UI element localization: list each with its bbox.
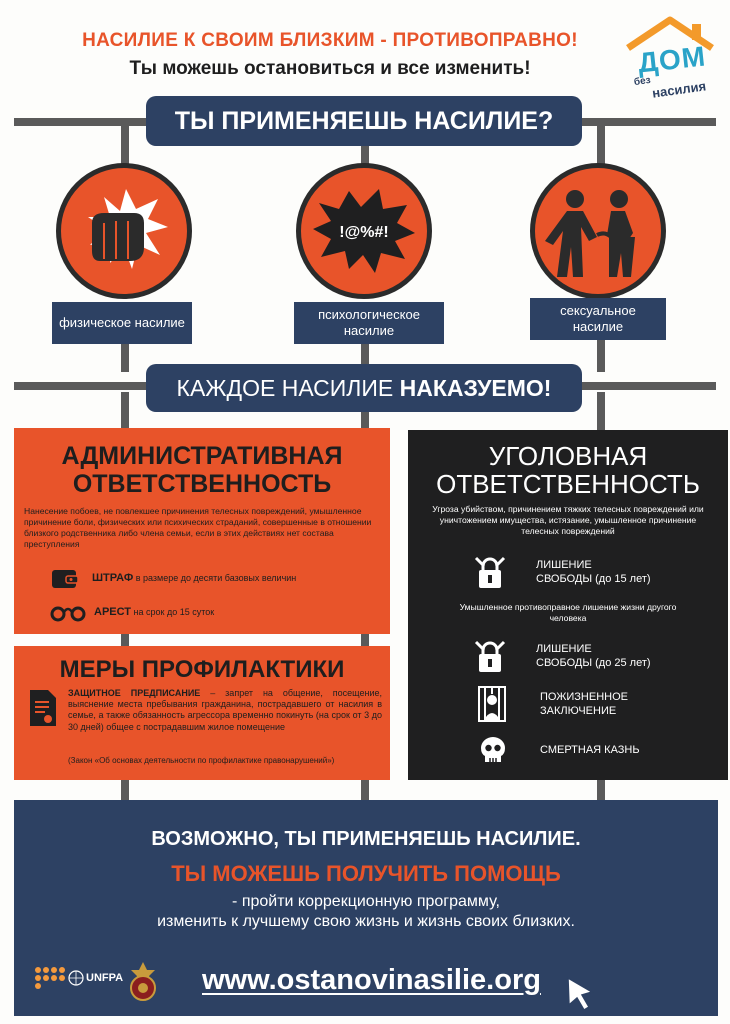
prevention-text xyxy=(68,688,382,733)
wallet-icon xyxy=(50,566,80,590)
banner-punishable-part2: НАКАЗУЕМО! xyxy=(399,374,552,401)
prevention-title: МЕРЫ ПРОФИЛАКТИКИ xyxy=(59,656,345,683)
two-people-icon xyxy=(543,181,653,281)
physical-violence-circle xyxy=(56,163,192,299)
banner-punishable xyxy=(146,364,582,412)
chain-drop-5b xyxy=(361,780,369,800)
chained-lock-icon-2 xyxy=(472,638,508,674)
fine-strong: ШТРАФ xyxy=(92,572,134,584)
penalty-4-text: СМЕРТНАЯ КАЗНЬ xyxy=(540,744,640,756)
un-emblem-icon xyxy=(68,970,84,986)
prevention-law: (Закон «Об основах деятельности по профилактике правонарушений») xyxy=(68,756,335,765)
fine-rest: в размере до десяти базовых величин xyxy=(133,573,297,583)
fine-text xyxy=(92,572,296,584)
psychological-violence-label: психологическое насилие xyxy=(318,307,420,338)
physical-violence-label: физическое насилие xyxy=(59,315,185,330)
chained-lock-icon xyxy=(472,554,508,590)
prevention-panel xyxy=(14,646,390,780)
psychological-violence-circle xyxy=(296,163,432,299)
handcuffs-icon xyxy=(50,600,86,624)
arrest-text xyxy=(94,606,214,618)
admin-description: Нанесение побоев, не повлекшее причинения телесных повреждений, умышленное причинение боли, физических или психических страданий, совершенные в отношении близкого родственника либо члена семьи, если в этих действиях нет состава преступления xyxy=(24,506,372,549)
chain-drop-2b xyxy=(361,344,369,364)
website-link[interactable]: www.ostanovinasilie.org xyxy=(202,964,541,996)
dom-bez-nasiliya-logo xyxy=(622,14,718,106)
unfpa-dots-icon xyxy=(34,966,66,990)
unfpa-logo xyxy=(34,966,123,990)
psychological-violence-tag xyxy=(294,302,444,344)
sexual-violence-circle xyxy=(530,163,666,299)
headline-primary: НАСИЛИЕ К СВОИМ БЛИЗКИМ - ПРОТИВОПРАВНО! xyxy=(82,30,578,51)
sexual-violence-label: сексуальное насилие xyxy=(560,303,636,334)
footer-line4: изменить к лучшему свою жизнь и жизнь своих близких. xyxy=(157,913,575,930)
footer-line1: ВОЗМОЖНО, ТЫ ПРИМЕНЯЕШЬ НАСИЛИЕ. xyxy=(151,828,581,850)
skull-icon xyxy=(480,736,506,764)
penalty-3-line1: ПОЖИЗНЕННОЕ xyxy=(540,691,628,703)
sexual-violence-tag xyxy=(530,298,666,340)
chain-drop-3a xyxy=(121,392,129,430)
logo-word-bez: без xyxy=(633,74,652,89)
banner-punishable-part1: КАЖДОЕ НАСИЛИЕ xyxy=(176,374,400,401)
penalty-3-row xyxy=(478,686,628,722)
administrative-panel xyxy=(14,428,390,634)
penalty-1-text xyxy=(536,558,651,586)
footer-line3: - пройти коррекционную программу, xyxy=(232,893,500,910)
unfpa-label: UNFPA xyxy=(86,972,124,984)
chain-drop-5c xyxy=(597,780,605,800)
criminal-title-1: УГОЛОВНАЯ xyxy=(488,441,648,471)
ministry-emblem-icon xyxy=(126,960,160,1004)
logo-word-nasiliya: насилия xyxy=(651,78,707,101)
arrest-strong: АРЕСТ xyxy=(94,606,132,618)
chain-drop-5a xyxy=(121,780,129,800)
chain-drop-2c xyxy=(597,340,605,372)
penalty-1-line1: ЛИШЕНИЕ xyxy=(536,559,592,571)
footer-line2: ТЫ МОЖЕШЬ ПОЛУЧИТЬ ПОМОЩЬ xyxy=(171,861,561,886)
penalty-3-text xyxy=(540,690,628,718)
criminal-title-2: ОТВЕТСТВЕННОСТЬ xyxy=(436,469,700,499)
criminal-desc-2: Умышленное противоправное лишение жизни другого человека xyxy=(459,602,677,623)
chain-left-2 xyxy=(14,382,146,390)
order-rest: – запрет на общение, посещение, выяснение места пребывания гражданина, пострадавшего от насилия в семье, а также обязанность агрессора временно покинуть (на срок от 3 до 30 дней) общее с пострадавшим жилое помещение xyxy=(68,688,382,732)
burst-text: !@%#! xyxy=(339,224,389,241)
banner-question xyxy=(146,96,582,146)
order-strong: ЗАЩИТНОЕ ПРЕДПИСАНИЕ xyxy=(68,688,201,698)
logo-word-dom: ДОМ xyxy=(636,40,708,79)
penalty-4-row xyxy=(480,736,640,764)
arrest-row xyxy=(50,600,214,624)
prison-bars-icon xyxy=(478,686,506,722)
penalty-3-line2: ЗАКЛЮЧЕНИЕ xyxy=(540,705,617,717)
headline-secondary: Ты можешь остановиться и все изменить! xyxy=(129,58,531,79)
physical-violence-tag xyxy=(52,302,192,344)
penalty-2-text xyxy=(536,642,651,670)
chain-right-2 xyxy=(582,382,716,390)
criminal-desc-1: Угроза убийством, причинением тяжких телесных повреждений или уничтожением имущества, истязание, умышленное причинение телесных повреждений xyxy=(432,504,704,536)
chain-drop-3c xyxy=(597,392,605,430)
fist-icon xyxy=(76,183,172,279)
penalty-1-row xyxy=(472,554,651,590)
speech-burst-icon xyxy=(309,183,419,279)
penalty-2-row xyxy=(472,638,651,674)
admin-title-2: ОТВЕТСТВЕННОСТЬ xyxy=(72,470,332,498)
criminal-panel xyxy=(408,430,728,780)
banner-question-text: ТЫ ПРИМЕНЯЕШЬ НАСИЛИЕ? xyxy=(174,106,554,135)
fine-row xyxy=(50,566,296,590)
cursor-arrow-icon xyxy=(564,976,598,1010)
admin-title-1: АДМИНИСТРАТИВНАЯ xyxy=(61,442,343,470)
help-footer xyxy=(14,800,718,1016)
penalty-2-line1: ЛИШЕНИЕ xyxy=(536,643,592,655)
document-icon xyxy=(28,688,58,728)
penalty-1-line2: СВОБОДЫ (до 15 лет) xyxy=(536,573,651,585)
penalty-2-line2: СВОБОДЫ (до 25 лет) xyxy=(536,657,651,669)
chain-drop-2a xyxy=(121,344,129,372)
arrest-rest: на срок до 15 суток xyxy=(131,607,215,617)
